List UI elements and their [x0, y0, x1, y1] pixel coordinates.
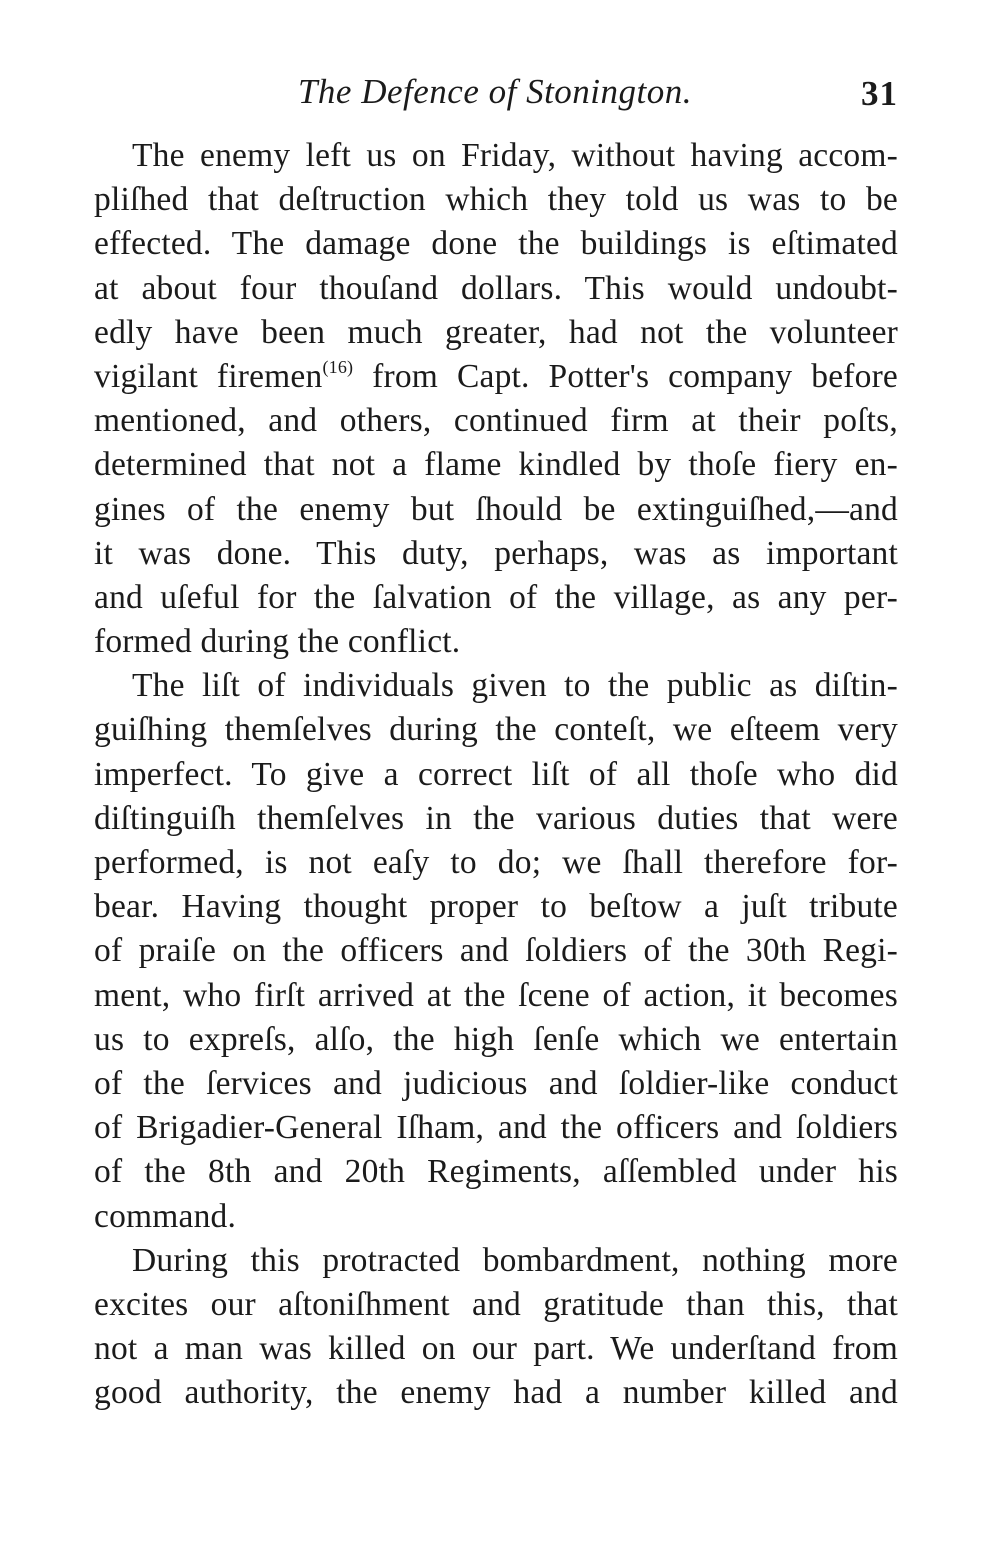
- text-line: good authority, the enemy had a number killed and: [94, 1374, 898, 1412]
- text-line: imperfect. To give a correct liſt of all thoſe who did: [94, 755, 898, 793]
- text-line: and uſeful for the ſalvation of the village, as any per-: [94, 578, 898, 616]
- text-line: of the ſervices and judicious and ſoldier-like conduct: [94, 1064, 898, 1102]
- text-line: pliſhed that deſtruction which they told us was to be: [94, 181, 898, 219]
- text-line: of praiſe on the officers and ſoldiers of the 30th Regi-: [94, 932, 898, 970]
- text-line: of Brigadier-General Iſham, and the officers and ſoldiers: [94, 1109, 898, 1147]
- text-line: at about four thouſand dollars. This would undoubt-: [94, 269, 898, 307]
- running-title: The Defence of Stonington.: [297, 72, 693, 111]
- text-line: gines of the enemy but ſhould be extinguiſhed,—and: [94, 490, 898, 528]
- page-number: 31: [861, 74, 898, 113]
- text-line: it was done. This duty, perhaps, was as important: [94, 534, 898, 572]
- paragraph-1: [94, 134, 898, 664]
- text-line-with-note: vigilant firemen$^{(16)}$ from Capt. Potter's company before: [94, 356, 899, 395]
- text-line: performed, is not eaſy to do; we ſhall therefore for-: [94, 844, 898, 881]
- text-line: command.: [94, 1197, 237, 1235]
- text-line: us to expreſs, alſo, the high ſenſe which we entertain: [94, 1020, 898, 1058]
- text-line: formed during the conflict.: [94, 623, 461, 661]
- paragraph-3: [94, 1239, 898, 1416]
- text-line: effected. The damage done the buildings is eſtimated: [94, 225, 898, 263]
- text-line: During this protracted bombardment, nothing more: [132, 1241, 898, 1279]
- paragraph-2: [94, 664, 898, 1238]
- text-line: ment, who firſt arrived at the ſcene of action, it becomes: [94, 976, 898, 1014]
- text-line: diſtinguiſh themſelves in the various duties that were: [94, 799, 898, 837]
- text-line: excites our aſtoniſhment and gratitude than this, that: [94, 1285, 898, 1323]
- text-line: bear. Having thought proper to beſtow a juſt tribute: [94, 888, 898, 926]
- text-line: The enemy left us on Friday, without having accom-: [132, 137, 898, 174]
- text-line: of the 8th and 20th Regiments, aſſembled under his: [94, 1153, 898, 1191]
- running-head: [92, 72, 898, 116]
- text-line: edly have been much greater, had not the volunteer: [94, 313, 898, 351]
- footnote-marker: (16): [322, 356, 354, 377]
- text-line: not a man was killed on our part. We underſtand from: [94, 1330, 898, 1368]
- body-text: [94, 134, 898, 1415]
- text-line: The liſt of individuals given to the public as diſtin-: [132, 667, 898, 705]
- text-line: mentioned, and others, continued firm at their poſts,: [94, 402, 898, 440]
- text-line: guiſhing themſelves during the conteſt, we eſteem very: [94, 711, 898, 749]
- text-line: determined that not a flame kindled by thoſe fiery en-: [94, 446, 898, 484]
